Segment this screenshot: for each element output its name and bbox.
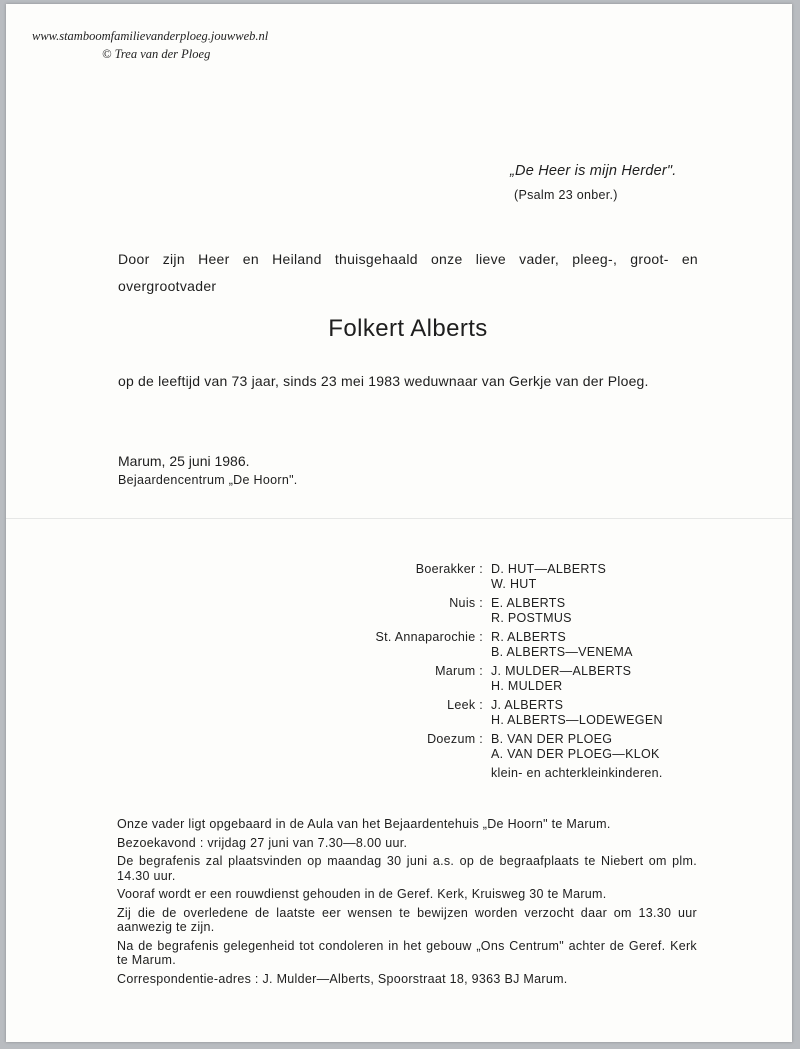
family-place: Leek : — [447, 698, 483, 712]
family-place: Nuis : — [449, 596, 483, 610]
family-member: H. MULDER — [491, 679, 563, 693]
watermark-copyright: © Trea van der Ploeg — [102, 47, 211, 61]
family-place: Doezum : — [427, 732, 483, 746]
family-member: B. ALBERTS—VENEMA — [491, 645, 633, 659]
place-date: Marum, 25 juni 1986. — [118, 453, 250, 469]
family-member: R. POSTMUS — [491, 611, 572, 625]
deceased-name: Folkert Alberts — [328, 315, 488, 342]
bible-quote: „De Heer is mijn Herder". — [510, 163, 677, 179]
family-member: J. MULDER—ALBERTS — [491, 664, 632, 678]
residence: Bejaardencentrum „De Hoorn". — [118, 473, 298, 487]
quote-source: (Psalm 23 onber.) — [514, 188, 618, 202]
family-group — [300, 630, 720, 660]
note-line: Na de begrafenis gelegenheid tot condoleren in het gebouw „Ons Centrum" achter de Geref. Kerk te Marum. — [117, 938, 697, 967]
family-member: A. VAN DER PLOEG—KLOK — [491, 747, 660, 761]
family-place: Marum : — [435, 664, 483, 678]
family-group — [300, 562, 720, 592]
deceased-detail: op de leeftijd van 73 jaar, sinds 23 mei 1983 weduwnaar van Gerkje van der Ploeg. — [118, 373, 649, 389]
family-member: H. ALBERTS—LODEWEGEN — [491, 713, 663, 727]
family-place: St. Annaparochie : — [375, 630, 483, 644]
paper-fold-line — [6, 518, 792, 519]
family-list — [300, 562, 720, 780]
family-member: W. HUT — [491, 577, 537, 591]
note-line: De begrafenis zal plaatsvinden op maandag 30 juni a.s. op de begraafplaats te Niebert om plm. 14.30 uur. — [117, 854, 697, 883]
note-line: Onze vader ligt opgebaard in de Aula van het Bejaardentehuis „De Hoorn" te Marum. — [117, 817, 611, 831]
family-member: B. VAN DER PLOEG — [491, 732, 613, 746]
funeral-notes — [117, 817, 697, 990]
family-place: Boerakker : — [415, 562, 483, 576]
note-line: Bezoekavond : vrijdag 27 juni van 7.30—8.00 uur. — [117, 835, 408, 850]
family-group — [300, 732, 720, 762]
family-member: J. ALBERTS — [491, 698, 564, 712]
family-group — [300, 664, 720, 694]
family-group — [300, 596, 720, 626]
family-member: R. ALBERTS — [491, 630, 567, 644]
note-line: Vooraf wordt er een rouwdienst gehouden in de Geref. Kerk, Kruisweg 30 te Marum. — [117, 887, 607, 901]
intro-text: Door zijn Heer en Heiland thuisgehaald onze lieve vader, pleeg-, groot- en overgrootvader — [118, 251, 698, 294]
family-member: E. ALBERTS — [491, 596, 566, 610]
watermark-url: www.stamboomfamilievanderploeg.jouwweb.nl — [32, 29, 269, 43]
note-line: Zij die de overledene de laatste eer wensen te bewijzen worden verzocht daar om 13.30 uur aanwezig te zijn. — [117, 905, 697, 934]
note-line: Correspondentie-adres : J. Mulder—Alberts, Spoorstraat 18, 9363 BJ Marum. — [117, 971, 568, 986]
family-member: D. HUT—ALBERTS — [491, 562, 607, 576]
family-closing: klein- en achterkleinkinderen. — [491, 766, 663, 780]
family-group — [300, 698, 720, 728]
